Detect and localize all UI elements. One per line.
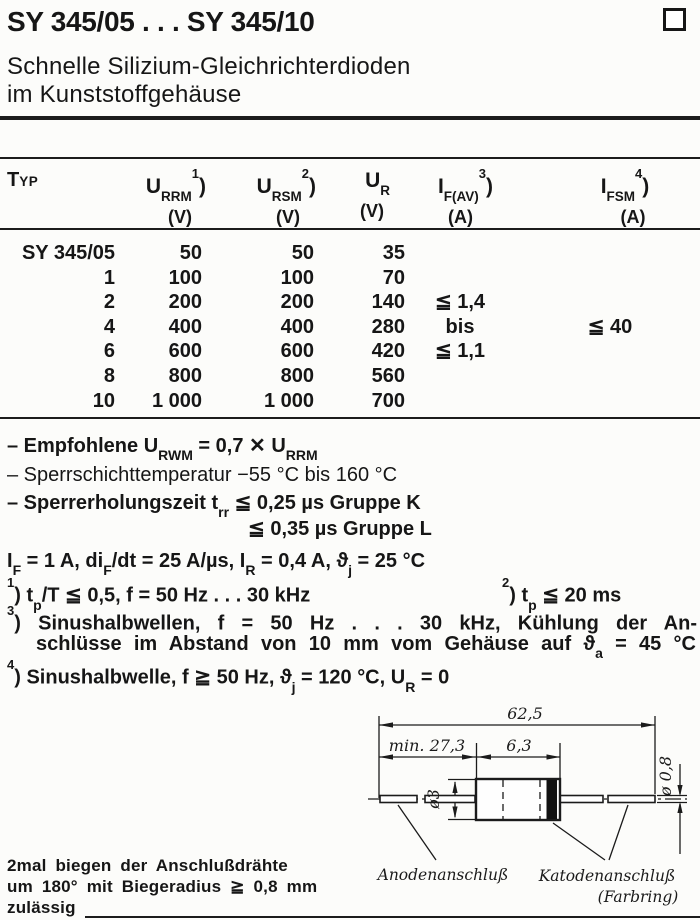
cell-urrm: 100 bbox=[168, 266, 202, 289]
dim-lead-min-label: min. 27,3 bbox=[388, 736, 466, 755]
cell-urrm: 600 bbox=[168, 340, 202, 363]
leader-anode bbox=[398, 805, 436, 860]
cell-typ: 10 bbox=[92, 389, 115, 412]
cell-ur: 70 bbox=[382, 266, 405, 289]
anode-lead-segment bbox=[380, 796, 417, 803]
dim-wire-dia-label: ø 0,8 bbox=[656, 755, 675, 797]
col-header-ur: $U_R$ (V) bbox=[360, 169, 390, 222]
cell-ur: 560 bbox=[371, 364, 405, 387]
cell-urrm: 400 bbox=[168, 315, 202, 338]
note-junction-temp: – Sperrschichttemperatur −55 °C bis 160 °C bbox=[7, 464, 398, 486]
cell-typ: SY 345/05 bbox=[21, 242, 115, 264]
footnote-3-line1: $^3$) Sinushalbwellen, f = 50 Hz . . . 30 kHz, Kühlung der An- bbox=[7, 603, 697, 635]
col-header-urrm: $U_{RRM}^1$) (V) bbox=[145, 166, 206, 228]
footnote-4: $^4$) Sinushalbwelle, f ≧ 50 Hz, $ϑ_j = 120$ °C, $U_R = 0$ bbox=[7, 657, 450, 695]
cell-ursm: 200 bbox=[280, 291, 314, 314]
cell-urrm: 200 bbox=[168, 291, 202, 314]
col-header-ursm: $U_{RSM}^2$) (V) bbox=[256, 166, 316, 228]
col-header-ifsm: $I_{FSM}^4$) (A) bbox=[600, 166, 650, 228]
cell-ur: 700 bbox=[371, 389, 405, 412]
leader-cathode-band bbox=[553, 823, 605, 860]
table-top-rule bbox=[0, 157, 700, 159]
anode-label: Anodenanschluß bbox=[377, 866, 509, 884]
cell-ursm: 1 000 bbox=[263, 389, 314, 412]
note-recovery-time: – Sperrerholungszeit $t_{rr}$ ≦ 0,25 µs Gruppe K bbox=[7, 492, 421, 520]
page-title: SY 345/05 . . . SY 345/10 bbox=[7, 6, 315, 37]
bend-note: 2mal biegen der Anschlußdrähte um 180° mit Biegeradius ≧ 0,8 mm zulässig bbox=[7, 856, 318, 917]
leader-cathode-lead bbox=[609, 805, 628, 860]
cell-ursm: 800 bbox=[280, 364, 314, 387]
cell-typ: 1 bbox=[103, 266, 115, 289]
cathode-color-band bbox=[547, 780, 558, 819]
cell-typ: 6 bbox=[103, 340, 115, 363]
page-subtitle bbox=[7, 53, 411, 109]
cell-ur: 140 bbox=[371, 291, 405, 314]
footnote-1: $^1$) $t_p/T$ ≦ 0,5, f = 50 Hz . . . 30 kHz bbox=[7, 575, 311, 613]
table-bottom-rule bbox=[0, 417, 700, 419]
cell-ifav-range: ≦ 1,4 bis ≦ 1,1 bbox=[434, 291, 486, 363]
dim-body-dia-label: ø3 bbox=[424, 789, 443, 809]
table-header bbox=[0, 168, 700, 229]
footnote-2: $^2$) $t_p$ ≦ 20 ms bbox=[502, 575, 622, 613]
table-body bbox=[0, 241, 700, 413]
dim-overall-label: 62,5 bbox=[507, 704, 543, 723]
cathode-label: Katodenanschluß bbox=[538, 867, 676, 885]
cell-ifsm-value: ≦ 40 bbox=[587, 315, 633, 338]
col-header-typ: TYP bbox=[7, 169, 39, 191]
cell-ursm: 50 bbox=[291, 242, 314, 264]
cell-ursm: 400 bbox=[280, 315, 314, 338]
cell-urrm: 50 bbox=[179, 242, 202, 264]
cell-ursm: 600 bbox=[280, 340, 314, 363]
subtitle-line-2: im Kunststoffgehäuse bbox=[7, 81, 242, 108]
cathode-lead-segment bbox=[608, 796, 655, 803]
note-recovery-time-l: ≦ 0,35 µs Gruppe L bbox=[248, 518, 432, 540]
cell-typ: 8 bbox=[103, 364, 115, 387]
bottom-rule bbox=[85, 916, 700, 918]
subtitle-line-1: Schnelle Silizium-Gleichrichterdioden bbox=[7, 53, 411, 80]
footnote-3-line2: schlüsse im Abstand von 10 mm vom Gehäuse auf $ϑ_a = 45$ °C bbox=[36, 633, 696, 661]
cell-urrm: 800 bbox=[168, 364, 202, 387]
corner-box-icon bbox=[663, 8, 686, 31]
divider-thick bbox=[0, 116, 700, 120]
dim-body-len-label: 6,3 bbox=[506, 736, 532, 755]
cell-ur: 280 bbox=[371, 315, 405, 338]
cell-typ: 2 bbox=[103, 291, 115, 314]
cell-urrm: 1 000 bbox=[151, 389, 202, 412]
cell-ur: 420 bbox=[371, 340, 405, 363]
cathode-lead-segment bbox=[560, 796, 603, 803]
cell-typ: 4 bbox=[103, 315, 115, 338]
cell-ursm: 100 bbox=[280, 266, 314, 289]
header-bottom-rule bbox=[0, 228, 700, 230]
package-outline-drawing bbox=[335, 702, 700, 914]
cell-ur: 35 bbox=[382, 242, 405, 264]
conditions-line: $I_F = 1$ A, $di_F/dt = 25$ A/µs, $I_R = 0,4$ A, $ϑ_j = 25$ °C bbox=[7, 550, 426, 578]
cathode-label-farbring: (Farbring) bbox=[597, 888, 679, 906]
note-urwm: – Empfohlene $U_{RWM} = 0,7$ ✕ $U_{RRM}$ bbox=[7, 435, 318, 463]
col-header-ifav: $I_{F(AV)}^3$) (A) bbox=[437, 166, 494, 228]
